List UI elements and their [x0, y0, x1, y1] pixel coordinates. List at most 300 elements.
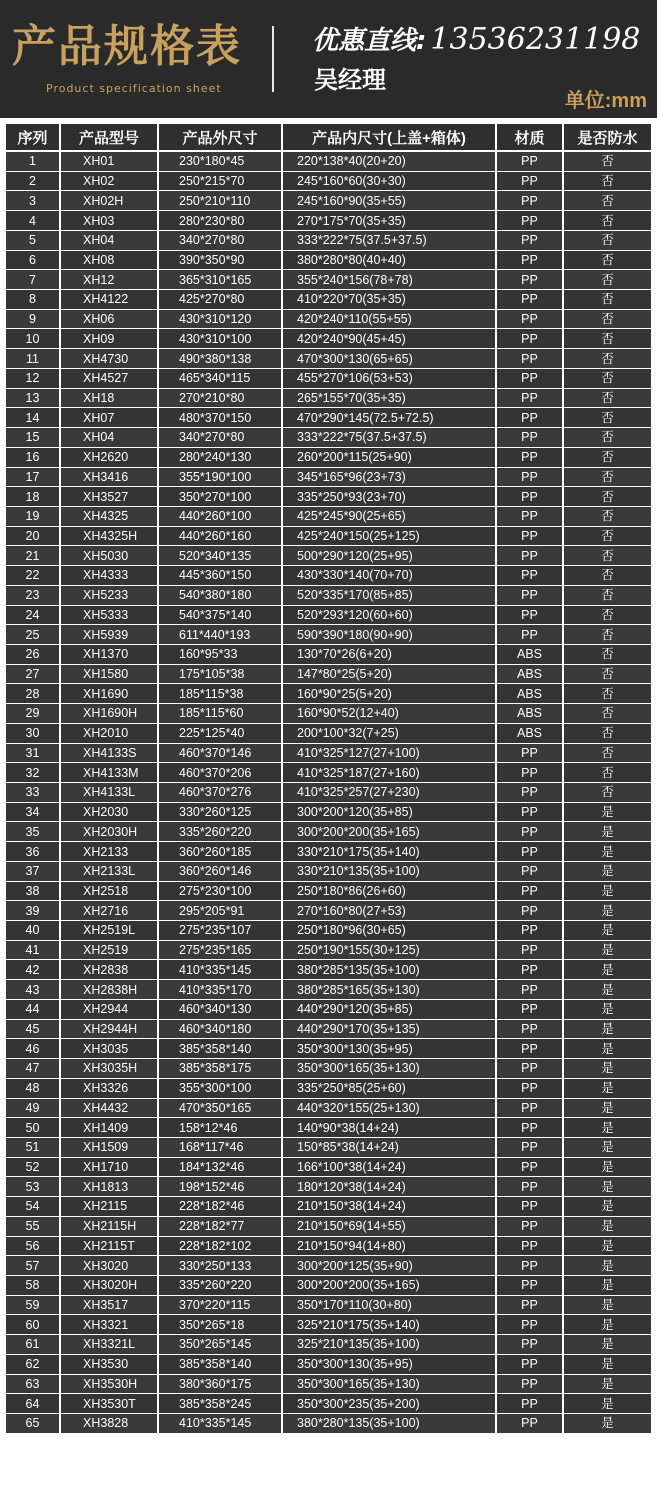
table-row [6, 1177, 651, 1197]
table-row [6, 428, 651, 448]
cell-inner-size: 140*90*38(14+24) [283, 1118, 497, 1138]
cell-outer-size: 158*12*46 [159, 1118, 283, 1138]
cell-material: ABS [497, 665, 564, 685]
table-row [6, 665, 651, 685]
table-row [6, 901, 651, 921]
cell-waterproof: 否 [564, 586, 651, 606]
cell-inner-size: 380*280*135(35+100) [283, 1414, 497, 1434]
cell-outer-size: 250*210*110 [159, 191, 283, 211]
hotline [312, 20, 640, 57]
cell-inner-size: 440*290*120(35+85) [283, 1000, 497, 1020]
cell-model: XH2944H [61, 1020, 159, 1040]
cell-inner-size: 380*285*135(35+100) [283, 960, 497, 980]
cell-model: XH04 [61, 428, 159, 448]
cell-index: 25 [6, 625, 61, 645]
cell-waterproof: 是 [564, 1276, 651, 1296]
cell-outer-size: 385*358*140 [159, 1039, 283, 1059]
cell-model: XH2030 [61, 803, 159, 823]
cell-index: 51 [6, 1138, 61, 1158]
cell-outer-size: 340*270*80 [159, 428, 283, 448]
cell-inner-size: 345*165*96(23+73) [283, 468, 497, 488]
cell-inner-size: 410*325*257(27+230) [283, 783, 497, 803]
cell-inner-size: 350*300*130(35+95) [283, 1355, 497, 1375]
cell-index: 53 [6, 1177, 61, 1197]
cell-outer-size: 175*105*38 [159, 665, 283, 685]
cell-index: 61 [6, 1335, 61, 1355]
table-header-row [6, 124, 651, 152]
page-title: 产品规格表 [12, 21, 242, 72]
cell-waterproof: 是 [564, 1039, 651, 1059]
cell-inner-size: 250*180*86(26+60) [283, 882, 497, 902]
cell-model: XH01 [61, 152, 159, 172]
cell-waterproof: 是 [564, 1079, 651, 1099]
table-row [6, 882, 651, 902]
table-row [6, 822, 651, 842]
cell-inner-size: 455*270*106(53+53) [283, 369, 497, 389]
cell-inner-size: 325*210*135(35+100) [283, 1335, 497, 1355]
cell-index: 38 [6, 882, 61, 902]
cell-index: 14 [6, 408, 61, 428]
cell-model: XH1409 [61, 1118, 159, 1138]
cell-material: PP [497, 369, 564, 389]
cell-index: 50 [6, 1118, 61, 1138]
cell-inner-size: 333*222*75(37.5+37.5) [283, 428, 497, 448]
cell-inner-size: 160*90*25(5+20) [283, 684, 497, 704]
table-row [6, 1394, 651, 1414]
cell-waterproof: 否 [564, 744, 651, 764]
cell-outer-size: 385*358*175 [159, 1059, 283, 1079]
cell-inner-size: 350*300*130(35+95) [283, 1039, 497, 1059]
cell-waterproof: 否 [564, 684, 651, 704]
cell-material: PP [497, 1256, 564, 1276]
cell-inner-size: 410*325*187(27+160) [283, 763, 497, 783]
page-subtitle: Product specification sheet [46, 82, 222, 95]
cell-model: XH1580 [61, 665, 159, 685]
cell-outer-size: 445*360*150 [159, 566, 283, 586]
cell-waterproof: 否 [564, 369, 651, 389]
cell-model: XH07 [61, 408, 159, 428]
cell-outer-size: 228*182*77 [159, 1217, 283, 1237]
cell-material: PP [497, 1414, 564, 1434]
cell-outer-size: 380*360*175 [159, 1375, 283, 1395]
col-header-material: 材质 [497, 124, 564, 152]
cell-model: XH3321 [61, 1315, 159, 1335]
cell-outer-size: 230*180*45 [159, 152, 283, 172]
table-row [6, 862, 651, 882]
cell-material: PP [497, 546, 564, 566]
cell-model: XH1710 [61, 1158, 159, 1178]
cell-outer-size: 365*310*165 [159, 270, 283, 290]
cell-outer-size: 198*152*46 [159, 1177, 283, 1197]
cell-index: 63 [6, 1375, 61, 1395]
cell-material: PP [497, 152, 564, 172]
cell-waterproof: 是 [564, 1237, 651, 1257]
cell-material: PP [497, 408, 564, 428]
table-row [6, 1414, 651, 1434]
cell-outer-size: 410*335*170 [159, 980, 283, 1000]
cell-model: XH2519L [61, 921, 159, 941]
cell-waterproof: 是 [564, 1375, 651, 1395]
cell-material: PP [497, 1039, 564, 1059]
cell-material: PP [497, 941, 564, 961]
hotline-phone: 13536231198 [430, 22, 641, 57]
cell-inner-size: 500*290*120(25+95) [283, 546, 497, 566]
cell-waterproof: 否 [564, 625, 651, 645]
cell-material: ABS [497, 704, 564, 724]
table-row [6, 763, 651, 783]
cell-outer-size: 280*230*80 [159, 211, 283, 231]
table-row [6, 408, 651, 428]
cell-waterproof: 是 [564, 1118, 651, 1138]
cell-outer-size: 385*358*245 [159, 1394, 283, 1414]
cell-inner-size: 410*325*127(27+100) [283, 744, 497, 764]
cell-material: PP [497, 1276, 564, 1296]
cell-outer-size: 228*182*102 [159, 1237, 283, 1257]
cell-inner-size: 355*240*156(78+78) [283, 270, 497, 290]
cell-model: XH4325 [61, 507, 159, 527]
cell-material: PP [497, 1237, 564, 1257]
cell-waterproof: 否 [564, 211, 651, 231]
cell-index: 19 [6, 507, 61, 527]
cell-inner-size: 300*200*125(35+90) [283, 1256, 497, 1276]
cell-waterproof: 否 [564, 290, 651, 310]
cell-index: 18 [6, 487, 61, 507]
cell-model: XH4122 [61, 290, 159, 310]
cell-waterproof: 否 [564, 428, 651, 448]
table-row [6, 1237, 651, 1257]
cell-model: XH4333 [61, 566, 159, 586]
cell-inner-size: 420*240*110(55+55) [283, 310, 497, 330]
cell-outer-size: 425*270*80 [159, 290, 283, 310]
cell-inner-size: 520*293*120(60+60) [283, 606, 497, 626]
cell-index: 46 [6, 1039, 61, 1059]
cell-inner-size: 330*210*175(35+140) [283, 842, 497, 862]
cell-outer-size: 360*260*185 [159, 842, 283, 862]
cell-waterproof: 是 [564, 960, 651, 980]
header-divider [272, 26, 274, 92]
cell-model: XH2030H [61, 822, 159, 842]
cell-inner-size: 420*240*90(45+45) [283, 329, 497, 349]
cell-waterproof: 否 [564, 468, 651, 488]
cell-outer-size: 611*440*193 [159, 625, 283, 645]
cell-model: XH2133L [61, 862, 159, 882]
cell-outer-size: 280*240*130 [159, 448, 283, 468]
cell-model: XH2518 [61, 882, 159, 902]
cell-waterproof: 是 [564, 1296, 651, 1316]
table-row [6, 842, 651, 862]
table-row [6, 546, 651, 566]
cell-outer-size: 460*370*206 [159, 763, 283, 783]
table-row [6, 1138, 651, 1158]
cell-model: XH02H [61, 191, 159, 211]
cell-material: PP [497, 1118, 564, 1138]
cell-model: XH3321L [61, 1335, 159, 1355]
cell-model: XH04 [61, 231, 159, 251]
cell-material: PP [497, 329, 564, 349]
cell-model: XH3035H [61, 1059, 159, 1079]
cell-material: PP [497, 822, 564, 842]
cell-material: PP [497, 310, 564, 330]
cell-material: PP [497, 803, 564, 823]
cell-inner-size: 160*90*52(12+40) [283, 704, 497, 724]
cell-material: PP [497, 1355, 564, 1375]
cell-inner-size: 350*300*235(35+200) [283, 1394, 497, 1414]
cell-material: PP [497, 251, 564, 271]
cell-material: ABS [497, 645, 564, 665]
cell-outer-size: 410*335*145 [159, 1414, 283, 1434]
table-row [6, 1020, 651, 1040]
cell-waterproof: 否 [564, 606, 651, 626]
table-row [6, 1039, 651, 1059]
cell-material: PP [497, 1394, 564, 1414]
cell-material: PP [497, 1375, 564, 1395]
cell-model: XH5030 [61, 546, 159, 566]
cell-material: PP [497, 468, 564, 488]
table-row [6, 744, 651, 764]
cell-index: 11 [6, 349, 61, 369]
cell-index: 45 [6, 1020, 61, 1040]
cell-model: XH4133M [61, 763, 159, 783]
cell-model: XH2115 [61, 1197, 159, 1217]
cell-inner-size: 350*300*165(35+130) [283, 1375, 497, 1395]
table-row [6, 803, 651, 823]
cell-model: XH3035 [61, 1039, 159, 1059]
cell-waterproof: 否 [564, 665, 651, 685]
table-row [6, 783, 651, 803]
cell-outer-size: 540*375*140 [159, 606, 283, 626]
cell-inner-size: 250*180*96(30+65) [283, 921, 497, 941]
header-banner [0, 0, 657, 118]
table-row [6, 389, 651, 409]
cell-waterproof: 是 [564, 980, 651, 1000]
cell-index: 12 [6, 369, 61, 389]
cell-index: 54 [6, 1197, 61, 1217]
cell-model: XH4133S [61, 744, 159, 764]
cell-inner-size: 350*300*165(35+130) [283, 1059, 497, 1079]
table-row [6, 487, 651, 507]
cell-index: 20 [6, 527, 61, 547]
cell-outer-size: 390*350*90 [159, 251, 283, 271]
cell-material: PP [497, 1335, 564, 1355]
cell-inner-size: 430*330*140(70+70) [283, 566, 497, 586]
cell-model: XH2010 [61, 724, 159, 744]
cell-outer-size: 350*265*18 [159, 1315, 283, 1335]
cell-inner-size: 335*250*85(25+60) [283, 1079, 497, 1099]
cell-outer-size: 330*250*133 [159, 1256, 283, 1276]
cell-model: XH2133 [61, 842, 159, 862]
cell-material: PP [497, 1197, 564, 1217]
cell-index: 9 [6, 310, 61, 330]
cell-model: XH3530T [61, 1394, 159, 1414]
table-row [6, 606, 651, 626]
cell-index: 62 [6, 1355, 61, 1375]
cell-model: XH3020 [61, 1256, 159, 1276]
col-header-waterproof: 是否防水 [564, 124, 651, 152]
cell-model: XH4730 [61, 349, 159, 369]
cell-index: 43 [6, 980, 61, 1000]
table-row [6, 704, 651, 724]
cell-waterproof: 是 [564, 842, 651, 862]
cell-model: XH2838H [61, 980, 159, 1000]
table-body [6, 152, 651, 1434]
cell-outer-size: 470*350*165 [159, 1099, 283, 1119]
cell-material: PP [497, 960, 564, 980]
cell-model: XH3416 [61, 468, 159, 488]
hotline-label: 优惠直线: [312, 26, 427, 56]
cell-index: 37 [6, 862, 61, 882]
cell-index: 22 [6, 566, 61, 586]
table-row [6, 369, 651, 389]
table-row [6, 1000, 651, 1020]
cell-model: XH2838 [61, 960, 159, 980]
cell-model: XH4527 [61, 369, 159, 389]
cell-index: 55 [6, 1217, 61, 1237]
cell-outer-size: 430*310*120 [159, 310, 283, 330]
table-row [6, 1099, 651, 1119]
cell-outer-size: 168*117*46 [159, 1138, 283, 1158]
cell-waterproof: 是 [564, 862, 651, 882]
cell-waterproof: 是 [564, 1256, 651, 1276]
cell-outer-size: 430*310*100 [159, 329, 283, 349]
cell-outer-size: 520*340*135 [159, 546, 283, 566]
cell-index: 10 [6, 329, 61, 349]
table-row [6, 941, 651, 961]
table-row [6, 527, 651, 547]
col-header-outer-size: 产品外尺寸 [159, 124, 283, 152]
cell-index: 26 [6, 645, 61, 665]
cell-index: 35 [6, 822, 61, 842]
cell-inner-size: 265*155*70(35+35) [283, 389, 497, 409]
cell-material: PP [497, 487, 564, 507]
cell-model: XH3530 [61, 1355, 159, 1375]
table-row [6, 290, 651, 310]
table-row [6, 191, 651, 211]
cell-outer-size: 185*115*60 [159, 704, 283, 724]
cell-waterproof: 是 [564, 1059, 651, 1079]
unit-label: 单位:mm [564, 90, 647, 112]
table-row [6, 1217, 651, 1237]
cell-inner-size: 166*100*38(14+24) [283, 1158, 497, 1178]
cell-material: PP [497, 1000, 564, 1020]
cell-outer-size: 360*260*146 [159, 862, 283, 882]
cell-waterproof: 否 [564, 231, 651, 251]
cell-index: 24 [6, 606, 61, 626]
cell-index: 5 [6, 231, 61, 251]
cell-model: XH4432 [61, 1099, 159, 1119]
cell-outer-size: 184*132*46 [159, 1158, 283, 1178]
cell-outer-size: 275*235*165 [159, 941, 283, 961]
cell-index: 56 [6, 1237, 61, 1257]
cell-inner-size: 210*150*69(14+55) [283, 1217, 497, 1237]
cell-inner-size: 210*150*38(14+24) [283, 1197, 497, 1217]
cell-model: XH3326 [61, 1079, 159, 1099]
table-row [6, 270, 651, 290]
cell-outer-size: 460*340*180 [159, 1020, 283, 1040]
cell-index: 48 [6, 1079, 61, 1099]
table-row [6, 1059, 651, 1079]
cell-inner-size: 350*170*110(30+80) [283, 1296, 497, 1316]
cell-outer-size: 225*125*40 [159, 724, 283, 744]
cell-index: 21 [6, 546, 61, 566]
cell-outer-size: 440*260*160 [159, 527, 283, 547]
cell-waterproof: 是 [564, 941, 651, 961]
cell-waterproof: 否 [564, 251, 651, 271]
cell-model: XH1813 [61, 1177, 159, 1197]
cell-index: 30 [6, 724, 61, 744]
cell-outer-size: 335*260*220 [159, 1276, 283, 1296]
cell-outer-size: 350*270*100 [159, 487, 283, 507]
cell-waterproof: 否 [564, 191, 651, 211]
cell-index: 2 [6, 172, 61, 192]
cell-material: PP [497, 980, 564, 1000]
cell-index: 7 [6, 270, 61, 290]
cell-inner-size: 330*210*135(35+100) [283, 862, 497, 882]
cell-outer-size: 370*220*115 [159, 1296, 283, 1316]
table-row [6, 152, 651, 172]
cell-index: 8 [6, 290, 61, 310]
table-row [6, 1158, 651, 1178]
cell-index: 33 [6, 783, 61, 803]
cell-index: 59 [6, 1296, 61, 1316]
cell-outer-size: 410*335*145 [159, 960, 283, 980]
table-row [6, 684, 651, 704]
cell-material: PP [497, 1099, 564, 1119]
cell-waterproof: 是 [564, 901, 651, 921]
cell-inner-size: 440*290*170(35+135) [283, 1020, 497, 1040]
cell-material: PP [497, 882, 564, 902]
table-row [6, 1276, 651, 1296]
cell-index: 27 [6, 665, 61, 685]
cell-index: 34 [6, 803, 61, 823]
cell-inner-size: 300*200*200(35+165) [283, 1276, 497, 1296]
table-row [6, 329, 651, 349]
table-row [6, 211, 651, 231]
cell-inner-size: 245*160*90(35+55) [283, 191, 497, 211]
table-row [6, 586, 651, 606]
cell-waterproof: 否 [564, 408, 651, 428]
cell-material: PP [497, 507, 564, 527]
cell-waterproof: 否 [564, 763, 651, 783]
cell-index: 40 [6, 921, 61, 941]
cell-waterproof: 否 [564, 310, 651, 330]
cell-inner-size: 150*85*38(14+24) [283, 1138, 497, 1158]
cell-material: PP [497, 921, 564, 941]
cell-model: XH1509 [61, 1138, 159, 1158]
cell-inner-size: 333*222*75(37.5+37.5) [283, 231, 497, 251]
cell-index: 28 [6, 684, 61, 704]
cell-index: 6 [6, 251, 61, 271]
cell-outer-size: 540*380*180 [159, 586, 283, 606]
cell-waterproof: 否 [564, 507, 651, 527]
cell-material: PP [497, 1296, 564, 1316]
cell-inner-size: 440*320*155(25+130) [283, 1099, 497, 1119]
cell-material: PP [497, 1158, 564, 1178]
cell-outer-size: 465*340*115 [159, 369, 283, 389]
cell-material: PP [497, 606, 564, 626]
cell-material: PP [497, 527, 564, 547]
cell-index: 64 [6, 1394, 61, 1414]
cell-inner-size: 300*200*120(35+85) [283, 803, 497, 823]
cell-material: PP [497, 862, 564, 882]
cell-index: 57 [6, 1256, 61, 1276]
cell-model: XH3020H [61, 1276, 159, 1296]
cell-index: 32 [6, 763, 61, 783]
cell-waterproof: 是 [564, 1315, 651, 1335]
cell-model: XH5939 [61, 625, 159, 645]
cell-index: 31 [6, 744, 61, 764]
cell-material: PP [497, 290, 564, 310]
cell-waterproof: 是 [564, 822, 651, 842]
